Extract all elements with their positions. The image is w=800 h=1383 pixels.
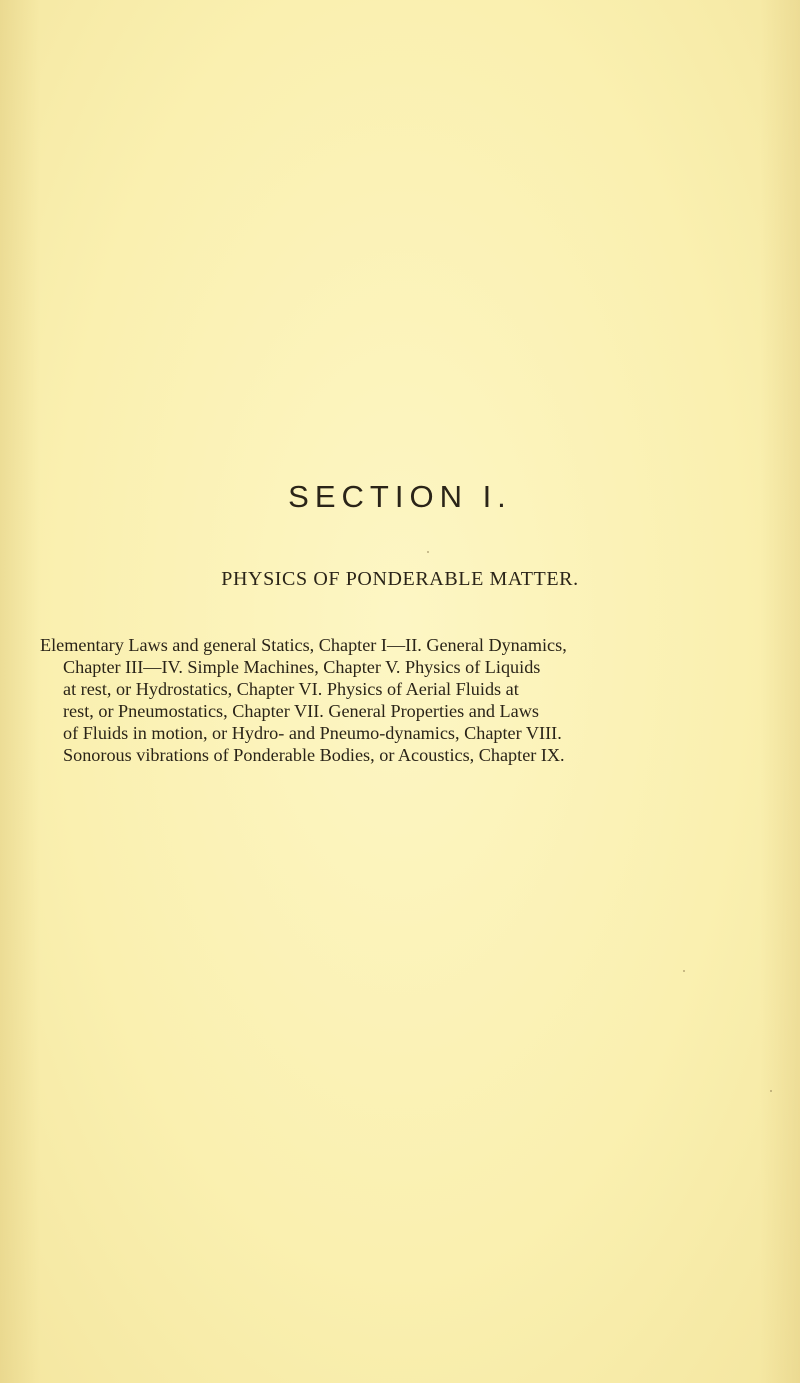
- summary-line: Sonorous vibrations of Ponderable Bodies, or Acoustics, Chapter IX.: [63, 745, 565, 765]
- summary-line: Chapter III—IV. Simple Machines, Chapter V. Physics of Liquids: [63, 657, 541, 677]
- section-subtitle: PHYSICS OF PONDERABLE MATTER.: [221, 568, 579, 590]
- summary-line: Elementary Laws and general Statics, Chapter I—II. General Dynamics,: [40, 635, 567, 655]
- paper-speck: [427, 551, 429, 553]
- summary-line: of Fluids in motion, or Hydro- and Pneumo-dynamics, Chapter VIII.: [63, 723, 562, 743]
- summary-line: at rest, or Hydrostatics, Chapter VI. Physics of Aerial Fluids at: [63, 679, 519, 699]
- summary-line: rest, or Pneumostatics, Chapter VII. General Properties and Laws: [63, 701, 539, 721]
- section-heading: SECTION I.: [288, 479, 512, 514]
- paper-speck: [770, 1090, 772, 1092]
- paper-speck: [683, 970, 685, 972]
- section-summary: [40, 634, 705, 766]
